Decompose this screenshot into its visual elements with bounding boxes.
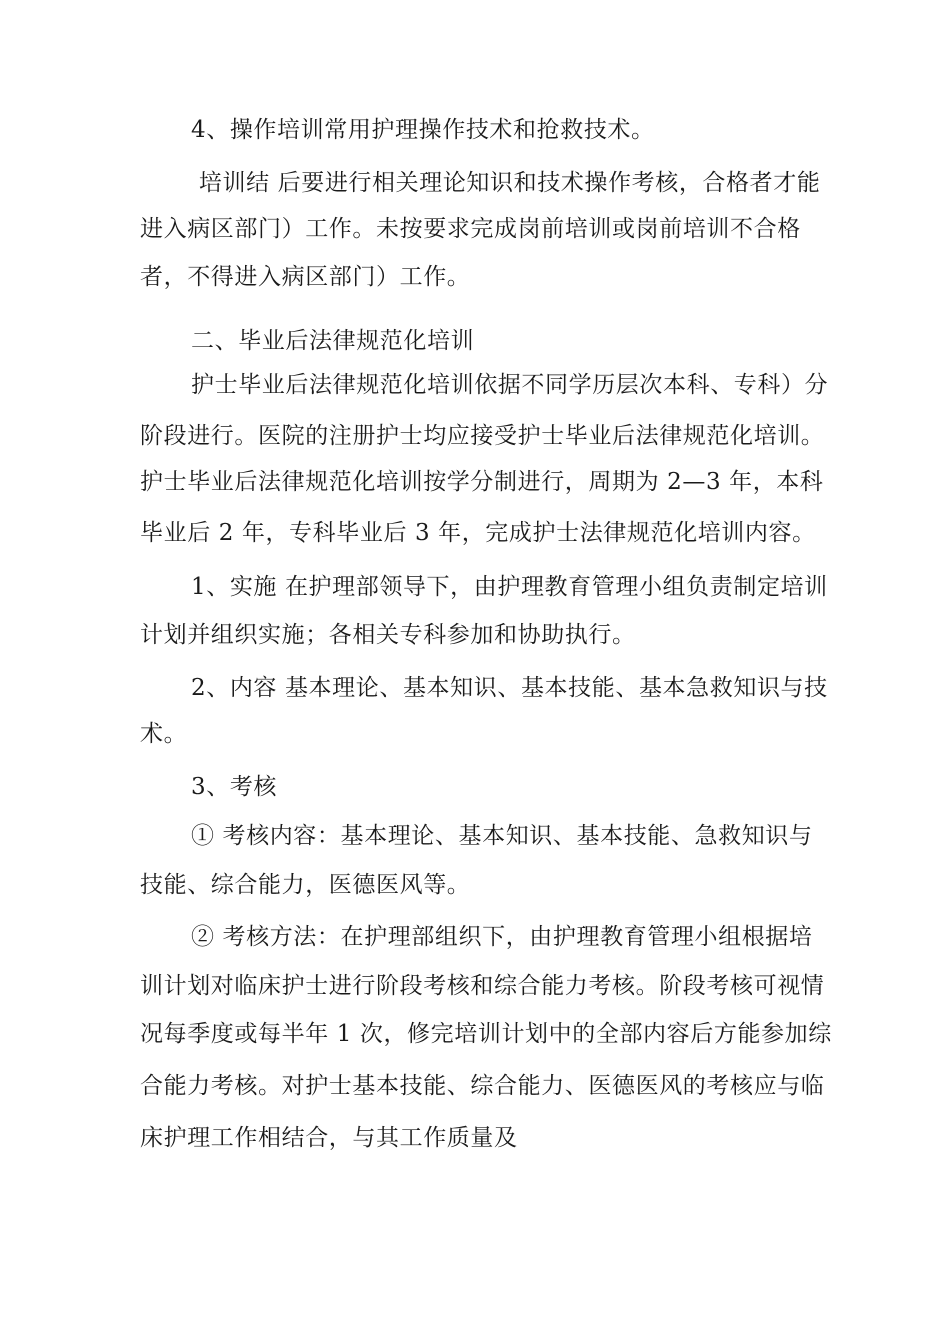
paragraph-standardized-training-line-1: 护士毕业后法律规范化培训依据不同学历层次本科、专科）分 bbox=[191, 372, 829, 398]
assessment-method-line-3: 况每季度或每半年 1 次，修完培训计划中的全部内容后方能参加综 bbox=[140, 1021, 832, 1047]
item-2-content-line-1: 2、内容 基本理论、基本知识、基本技能、基本急救知识与技 bbox=[191, 675, 828, 701]
section-heading-2: 二、毕业后法律规范化培训 bbox=[191, 328, 475, 354]
paragraph-after-training-line-3: 者，不得进入病区部门）工作。 bbox=[140, 264, 471, 290]
paragraph-after-training-line-1: 培训结 后要进行相关理论知识和技术操作考核，合格者才能 bbox=[191, 170, 821, 196]
assessment-content-line-1: ① 考核内容：基本理论、基本知识、基本技能、急救知识与 bbox=[191, 823, 813, 849]
assessment-method-line-4: 合能力考核。对护士基本技能、综合能力、医德医风的考核应与临 bbox=[140, 1073, 825, 1099]
item-2-content-line-2: 术。 bbox=[140, 721, 188, 747]
item-4-operation-training: 4、操作培训常用护理操作技术和抢救技术。 bbox=[191, 117, 655, 143]
item-3-assessment: 3、考核 bbox=[191, 774, 278, 800]
paragraph-after-training-line-2: 进入病区部门）工作。未按要求完成岗前培训或岗前培训不合格 bbox=[140, 216, 801, 242]
paragraph-standardized-training-line-3: 护士毕业后法律规范化培训按学分制进行，周期为 2—3 年，本科 bbox=[140, 469, 824, 495]
assessment-method-line-5: 床护理工作相结合，与其工作质量及 bbox=[140, 1125, 518, 1151]
item-1-implementation-line-2: 计划并组织实施；各相关专科参加和协助执行。 bbox=[140, 622, 636, 648]
paragraph-standardized-training-line-4: 毕业后 2 年，专科毕业后 3 年，完成护士法律规范化培训内容。 bbox=[140, 520, 816, 546]
paragraph-standardized-training-line-2: 阶段进行。医院的注册护士均应接受护士毕业后法律规范化培训。 bbox=[140, 423, 825, 449]
assessment-method-line-1: ② 考核方法：在护理部组织下，由护理教育管理小组根据培 bbox=[191, 924, 813, 950]
assessment-method-line-2: 训计划对临床护士进行阶段考核和综合能力考核。阶段考核可视情 bbox=[140, 973, 825, 999]
item-1-implementation-line-1: 1、实施 在护理部领导下，由护理教育管理小组负责制定培训 bbox=[191, 574, 828, 600]
assessment-content-line-2: 技能、综合能力，医德医风等。 bbox=[140, 872, 471, 898]
